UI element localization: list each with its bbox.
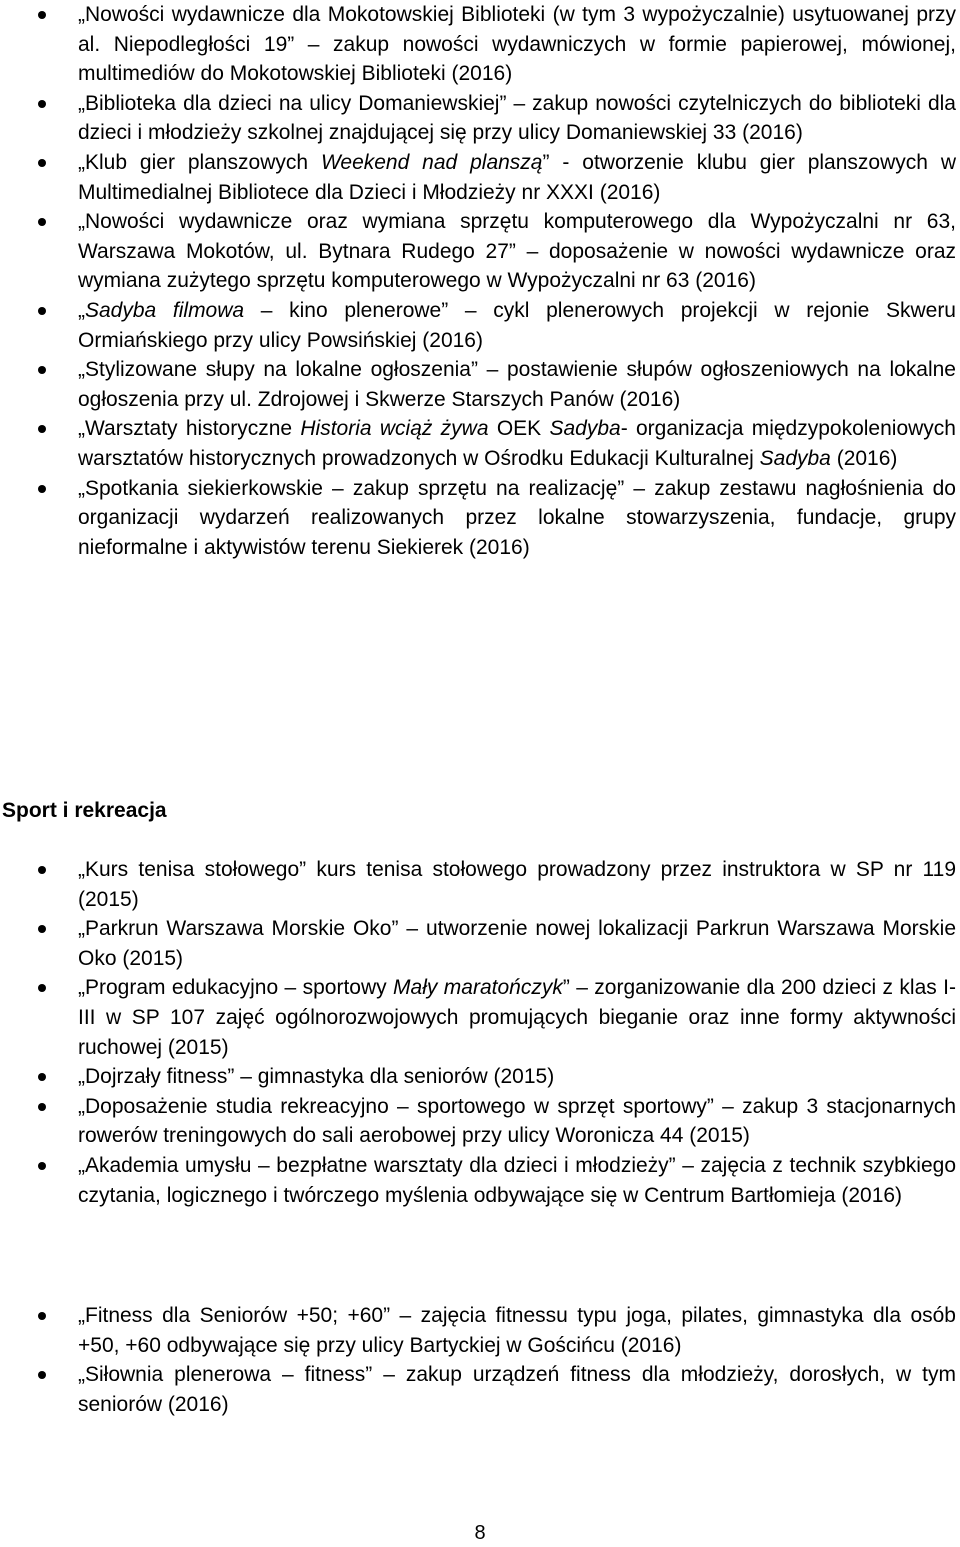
text-segment: „Siłownia plenerowa – fitness” – zakup urządzeń fitness dla młodzieży, dorosłych, w tym seniorów (2016) xyxy=(78,1363,956,1416)
bullet-icon xyxy=(38,984,46,992)
list-item-text xyxy=(78,1360,956,1419)
section-title-sport: Sport i rekreacja xyxy=(2,799,167,822)
italic-title-text: Historia wciąż żywa xyxy=(300,417,489,441)
list-item-text xyxy=(78,1062,956,1092)
list-item xyxy=(0,1062,960,1092)
list-item xyxy=(0,207,960,296)
bullet-icon xyxy=(38,925,46,933)
text-segment: „Dojrzały fitness” – gimnastyka dla seniorów (2015) xyxy=(78,1065,555,1089)
list-item xyxy=(0,1092,960,1151)
list-item xyxy=(0,855,960,914)
list-item-text xyxy=(78,855,956,914)
text-segment: „Biblioteka dla dzieci na ulicy Domaniewskiej” – zakup nowości czytelniczych do biblioteki dla dzieci i młodzieży szkolnej znajdującej się przy ulicy Domaniewskiej 33 (2016) xyxy=(78,91,956,145)
bullet-icon xyxy=(38,11,46,19)
italic-title-text: Sadyba xyxy=(549,417,621,441)
sport-bullet-list-continued xyxy=(0,1301,960,1419)
list-item-text xyxy=(78,973,956,1062)
list-item-text xyxy=(78,296,956,355)
text-segment: OEK xyxy=(488,417,550,441)
list-item-text xyxy=(78,1301,956,1360)
bullet-icon xyxy=(38,1073,46,1081)
list-item-text xyxy=(78,474,956,563)
text-segment: „Klub gier planszowych xyxy=(78,150,321,174)
list-item xyxy=(0,296,960,355)
list-item xyxy=(0,148,960,207)
list-item xyxy=(0,89,960,148)
italic-title-text: Sadyba xyxy=(759,446,831,470)
bullet-icon xyxy=(38,1371,46,1379)
italic-title-text: Mały maratończyk xyxy=(393,976,563,1000)
page-number: 8 xyxy=(474,1522,486,1544)
text-segment: „Doposażenie studia rekreacyjno – sportowego w sprzęt sportowy” – zakup 3 stacjonarnych rowerów treningowych do sali aerobowej przy ulicy Woronicza 44 (2015) xyxy=(78,1094,956,1148)
bullet-icon xyxy=(38,159,46,167)
bullet-icon xyxy=(38,485,46,493)
sport-bullet-list xyxy=(0,855,960,1210)
text-segment: „Fitness dla Seniorów +50; +60” – zajęcia fitnessu typu joga, pilates, gimnastyka dla osób +50, +60 odbywające się przy ulicy Bartyckiej w Gościńcu (2016) xyxy=(78,1304,956,1357)
text-segment: „Spotkania siekierkowskie – zakup sprzętu na realizację” – zakup zestawu nagłośnienia do organizacji wydarzeń realizowanych przez lokalne stowarzyszenia, fundacje, grupy nieformalne i aktywistów terenu Siekierek (2016) xyxy=(78,476,956,559)
bullet-icon xyxy=(38,866,46,874)
list-item xyxy=(0,973,960,1062)
text-segment: (2016) xyxy=(830,446,898,470)
text-segment: ” - otworzenie klubu gier planszowych w Multimedialnej Bibliotece dla Dzieci i Młodzieży nr XXXI (2016) xyxy=(78,150,956,204)
list-item-text xyxy=(78,355,956,414)
list-item-text xyxy=(78,0,956,89)
text-segment: „Nowości wydawnicze oraz wymiana sprzętu komputerowego dla Wypożyczalni nr 63, Warszawa Mokotów, ul. Bytnara Rudego 27” – doposażenie w nowości wydawnicze oraz wymiana zużytego sprzętu komputerowego w Wypożyczalni nr 63 (2016) xyxy=(78,210,956,293)
list-item xyxy=(0,914,960,973)
list-item-text xyxy=(78,89,956,148)
text-segment: „Program edukacyjno – sportowy xyxy=(78,976,394,1000)
text-segment: „Warsztaty historyczne xyxy=(78,417,301,441)
list-item-text xyxy=(78,1151,956,1210)
list-item xyxy=(0,474,960,563)
text-segment: „Kurs tenisa stołowego” kurs tenisa stołowego prowadzony przez instruktora w SP nr 119 (2015) xyxy=(78,858,956,911)
bullet-icon xyxy=(38,425,46,433)
italic-title-text: Weekend nad planszą xyxy=(320,150,543,174)
list-item-text xyxy=(78,148,956,207)
bullet-icon xyxy=(38,1103,46,1111)
text-segment: „Stylizowane słupy na lokalne ogłoszenia” – postawienie słupów ogłoszeniowych na lokalne ogłoszenia przy ul. Zdrojowej i Skwerze Starszych Panów (2016) xyxy=(78,358,956,411)
list-item xyxy=(0,1360,960,1419)
text-segment: „Parkrun Warszawa Morskie Oko” – utworzenie nowej lokalizacji Parkrun Warszawa Morskie Oko (2015) xyxy=(78,917,956,970)
list-item-text xyxy=(78,414,956,473)
list-item xyxy=(0,1151,960,1210)
list-item-text xyxy=(78,914,956,973)
text-segment: „Akademia umysłu – bezpłatne warsztaty dla dzieci i młodzieży” – zajęcia z technik szybkiego czytania, logicznego i twórczego myślenia odbywające się w Centrum Bartłomieja (2016) xyxy=(78,1153,956,1207)
text-segment: „ xyxy=(78,298,85,322)
text-segment: – kino plenerowe” – cykl plenerowych projekcji w rejonie Skweru Ormiańskiego przy ulicy Powsińskiej (2016) xyxy=(78,298,956,352)
bullet-icon xyxy=(38,366,46,374)
top-bullet-list xyxy=(0,0,960,562)
text-segment: „Nowości wydawnicze dla Mokotowskiej Biblioteki (w tym 3 wypożyczalnie) usytuowanej przy al. Niepodległości 19” – zakup nowości wydawniczych w formie papierowej, mówionej, multimediów do Mokotowskiej Biblioteki (2016) xyxy=(78,3,956,86)
bullet-icon xyxy=(38,218,46,226)
bullet-icon xyxy=(38,1312,46,1320)
list-item xyxy=(0,0,960,89)
list-item xyxy=(0,414,960,473)
list-item xyxy=(0,355,960,414)
bullet-icon xyxy=(38,100,46,108)
list-item xyxy=(0,1301,960,1360)
text-segment: - organizacja międzypokoleniowych warsztatów historycznych prowadzonych w Ośrodku Edukacji Kulturalnej xyxy=(78,417,956,470)
list-item-text xyxy=(78,1092,956,1151)
italic-title-text: Sadyba filmowa xyxy=(85,298,245,322)
bullet-icon xyxy=(38,1162,46,1170)
bullet-icon xyxy=(38,307,46,315)
list-item-text xyxy=(78,207,956,296)
text-segment: ” – zorganizowanie dla 200 dzieci z klas I-III w SP 107 zajęć ogólnorozwojowych promujących bieganie oraz inne formy aktywności ruchowej (2015) xyxy=(78,976,956,1059)
